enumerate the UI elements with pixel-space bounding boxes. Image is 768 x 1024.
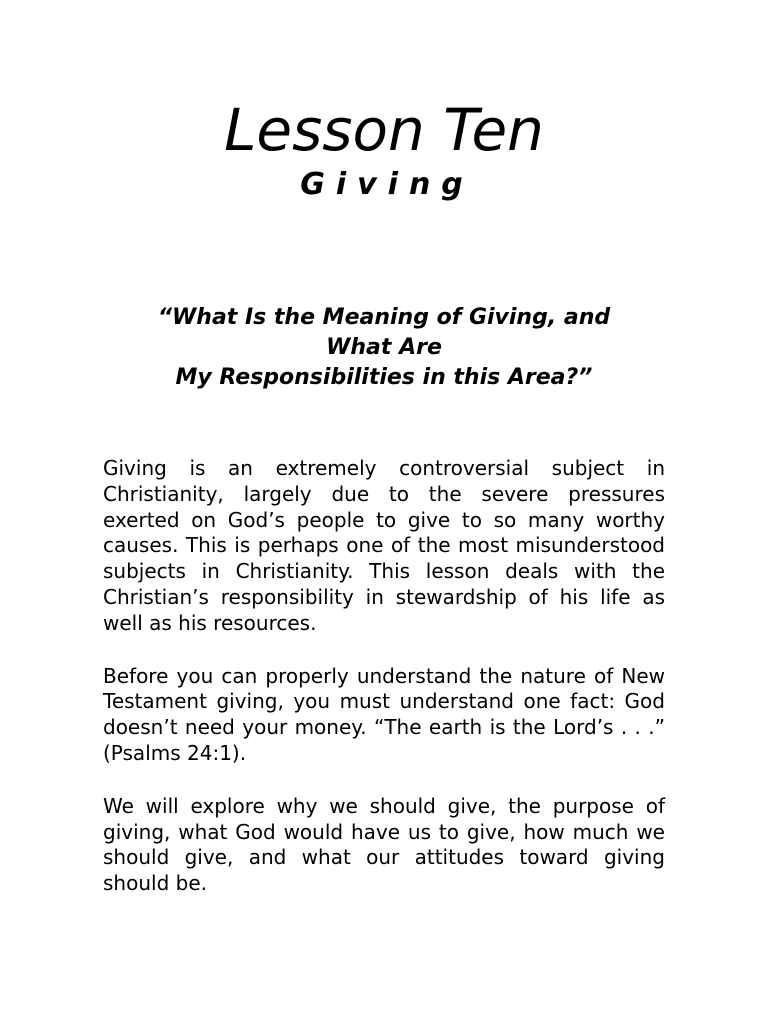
intro-paragraph: Giving is an extremely controversial subject in Christianity, largely due to the severe pressures exerted on God’s people to give to so many worthy causes. This is perhaps one of the most misunderstood subjects in Christianity. This lesson deals with the Christian’s responsibility in stewardship of his life as well as his resources. — [103, 456, 665, 635]
question-line: “What Is the Meaning of Giving, and — [157, 305, 611, 330]
lesson-subtitle: Giving — [300, 167, 474, 202]
lesson-title: Lesson Ten — [224, 96, 544, 164]
lesson-question — [80, 303, 688, 393]
question-line: My Responsibilities in this Area?” — [175, 365, 593, 390]
lesson-body — [103, 456, 665, 924]
money-paragraph: Before you can properly understand the nature of New Testament giving, you must understand one fact: God doesn’t need your money. “The earth is the Lord’s . . .” (Psalms 24:1). — [103, 663, 665, 765]
overview-paragraph: We will explore why we should give, the purpose of giving, what God would have us to give, how much we should give, and what our attitudes toward giving should be. — [103, 793, 665, 896]
question-line: What Are — [326, 335, 442, 360]
